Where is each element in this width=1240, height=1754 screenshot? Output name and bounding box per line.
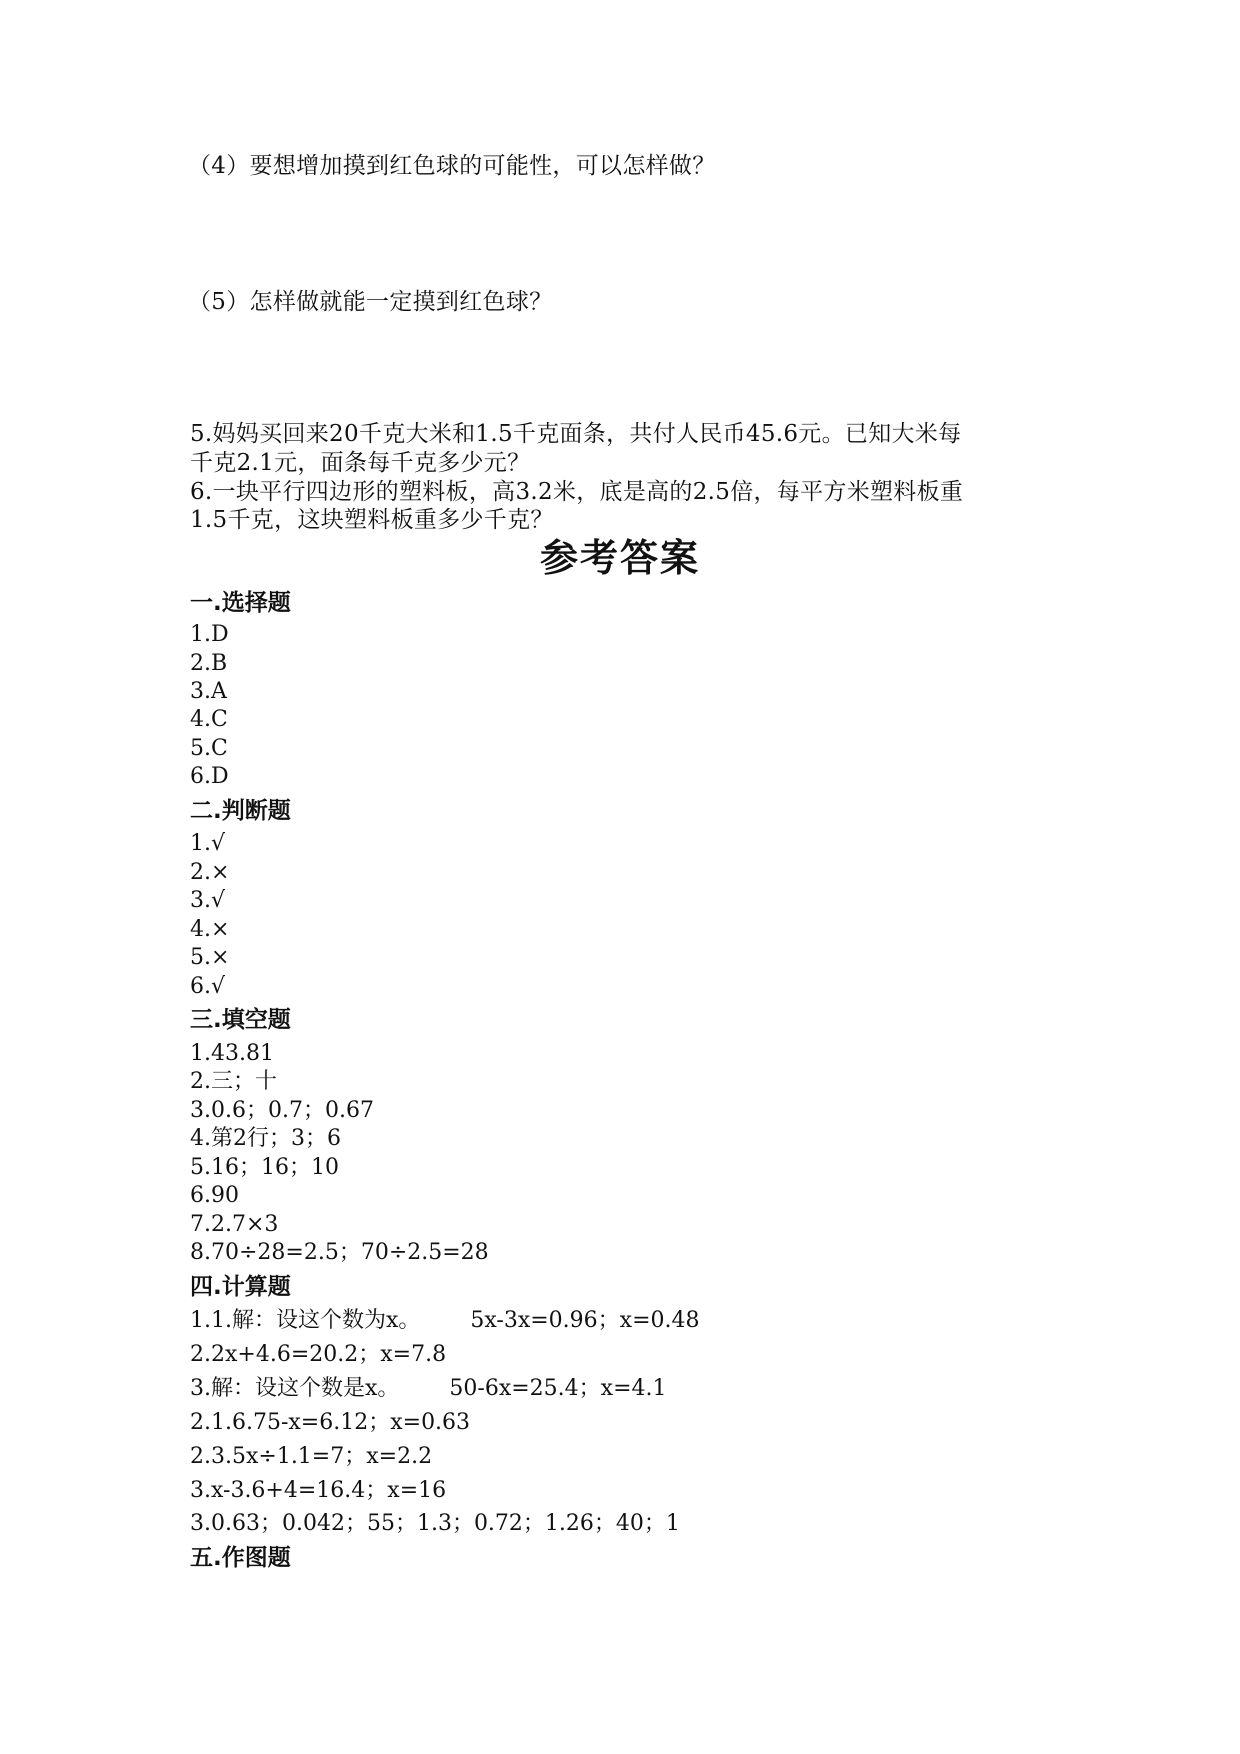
answer-item-part: 50-6x=25.4；x=4.1 bbox=[449, 1376, 667, 1401]
answer-item: 3.√ bbox=[190, 888, 226, 913]
section-heading-judgement: 二.判断题 bbox=[190, 798, 291, 824]
answer-item: 6.√ bbox=[190, 974, 226, 999]
answer-title: 参考答案 bbox=[539, 536, 700, 580]
answer-item: 2.× bbox=[190, 860, 230, 885]
section-heading-fill-blank: 三.填空题 bbox=[190, 1007, 291, 1033]
answer-item: 2.1.6.75-x=6.12；x=0.63 bbox=[190, 1410, 471, 1435]
answer-item bbox=[190, 1307, 700, 1335]
answer-item bbox=[190, 1375, 667, 1403]
section-heading-drawing: 五.作图题 bbox=[190, 1545, 291, 1571]
answer-item: 3.A bbox=[190, 679, 227, 704]
section-heading-calculation: 四.计算题 bbox=[190, 1274, 291, 1300]
answer-item: 2.三；十 bbox=[190, 1069, 277, 1094]
answer-item-part: 5x-3x=0.96；x=0.48 bbox=[470, 1308, 700, 1333]
answer-item: 6.D bbox=[190, 764, 229, 789]
answer-item: 2.B bbox=[190, 651, 228, 676]
answer-item: 7.2.7×3 bbox=[190, 1212, 279, 1237]
answer-item: 6.90 bbox=[190, 1183, 239, 1208]
question-4-sub-text: （4）要想增加摸到红色球的可能性，可以怎样做？ bbox=[188, 153, 716, 179]
answer-item: 1.D bbox=[190, 622, 229, 647]
answer-item: 3.x-3.6+4=16.4；x=16 bbox=[190, 1478, 447, 1503]
question-5-line-2: 千克2.1元，面条每千克多少元？ bbox=[190, 450, 531, 476]
answer-item: 5.C bbox=[190, 736, 228, 761]
answer-item: 4.第2行；3；6 bbox=[190, 1126, 341, 1151]
answer-item: 2.3.5x÷1.1=7；x=2.2 bbox=[190, 1444, 433, 1469]
question-6-line-2: 1.5千克，这块塑料板重多少千克？ bbox=[190, 507, 554, 533]
answer-item: 8.70÷28=2.5；70÷2.5=28 bbox=[190, 1240, 489, 1265]
answer-item: 2.2x+4.6=20.2；x=7.8 bbox=[190, 1342, 447, 1367]
answer-item: 4.C bbox=[190, 707, 228, 732]
answer-item: 1.√ bbox=[190, 831, 226, 856]
answer-item-part: 1.1.解：设这个数为x。 bbox=[190, 1308, 421, 1333]
answer-item: 5.× bbox=[190, 945, 230, 970]
answer-item: 5.16；16；10 bbox=[190, 1155, 339, 1180]
section-heading-choice: 一.选择题 bbox=[190, 590, 291, 616]
answer-item: 3.0.6；0.7；0.67 bbox=[190, 1098, 374, 1123]
question-5-line-1: 5.妈妈买回来20千克大米和1.5千克面条，共付人民币45.6元。已知大米每 bbox=[190, 421, 962, 447]
answer-item: 3.0.63；0.042；55；1.3；0.72；1.26；40；1 bbox=[190, 1511, 680, 1536]
question-6-line-1: 6.一块平行四边形的塑料板，高3.2米，底是高的2.5倍，每平方米塑料板重 bbox=[190, 479, 964, 505]
answer-item-part: 3.解：设这个数是x。 bbox=[190, 1376, 400, 1401]
answer-item: 1.43.81 bbox=[190, 1041, 274, 1066]
question-5-sub-text: （5）怎样做就能一定摸到红色球？ bbox=[188, 289, 553, 315]
answer-item: 4.× bbox=[190, 917, 230, 942]
